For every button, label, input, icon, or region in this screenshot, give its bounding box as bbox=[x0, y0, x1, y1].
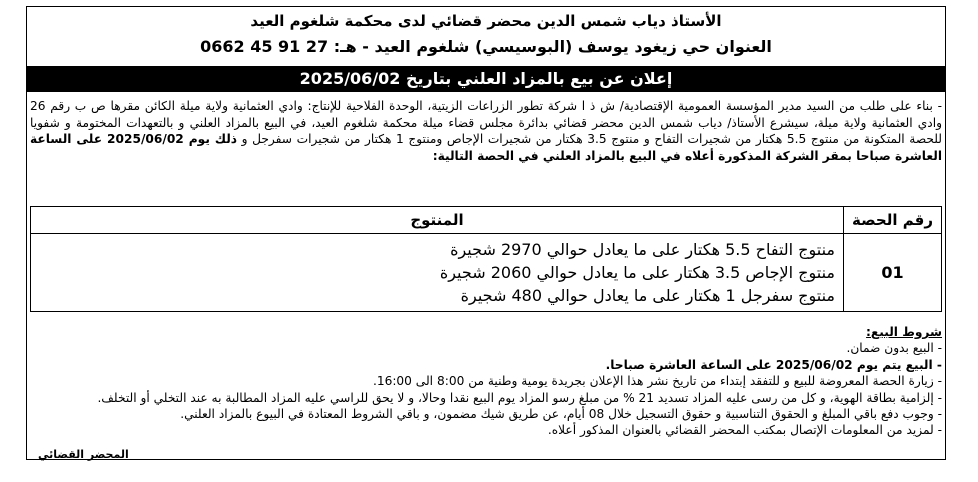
lot-number-header: رقم الحصة bbox=[844, 207, 942, 234]
product-item-pear: منتوج الإجاص 3.5 هكتار على ما يعادل حوالي 2060 شجيرة bbox=[439, 263, 835, 282]
product-item-apple: منتوج التفاح 5.5 هكتار على ما يعادل حوالي 2970 شجيرة bbox=[450, 240, 835, 259]
product-item-quince: منتوج سفرجل 1 هكتار على ما يعادل حوالي 480 شجيرة bbox=[460, 286, 835, 305]
sale-conditions bbox=[30, 324, 942, 439]
auction-banner: إعلان عن بيع بالمزاد العلني بتاريخ 2025/06/02 bbox=[27, 66, 945, 92]
bailiff-address-line: العنوان حي زيغود يوسف (البوسيسي) شلغوم العيد - هـ: 27 91 45 0662 bbox=[200, 37, 772, 56]
condition-item: - البيع بدون ضمان. bbox=[846, 341, 942, 356]
intro-paragraph bbox=[30, 98, 942, 164]
signature: المحضر القضائي bbox=[38, 448, 129, 461]
condition-item: - زيارة الحصة المعروضة للبيع و للتفقد إبتداء من تاريخ نشر هذا الإعلان بجريدة يومية وطنية من 8:00 الى 16:00. bbox=[372, 374, 942, 389]
condition-item: - لمزيد من المعلومات الإتصال بمكتب المحضر القضائي بالعنوان المذكور أعلاه. bbox=[547, 423, 942, 438]
condition-item: - البيع يتم يوم 2025/06/02 على الساعة العاشرة صباحا. bbox=[605, 357, 942, 372]
lots-table bbox=[30, 206, 942, 312]
intro-bold-text: ذلك يوم 2025/06/02 على الساعة العاشرة صباحا بمقر الشركة المذكورة أعلاه في البيع بالمزاد العلني في الحصة التالية: bbox=[30, 132, 942, 163]
product-header: المنتوج bbox=[31, 207, 844, 234]
bailiff-name-line: الأستاذ دياب شمس الدين محضر قضائي لدى محكمة شلغوم العيد bbox=[250, 12, 722, 30]
lot-products bbox=[31, 234, 844, 312]
condition-item: - إلزامية بطاقة الهوية، و كل من رسى عليه المزاد تسديد 21 % من مبلغ رسو المزاد يوم البيع نقدا وحالا، و لا يحق للراسي عليه المزاد المطالبة به عند التخلي أو التخلف. bbox=[97, 390, 942, 405]
table-row bbox=[31, 234, 942, 312]
intro-text: - بناء على طلب من السيد مدير المؤسسة العمومية الإقتصادية/ ش ذ ا شركة تطور الزراعات الزيتية، الوحدة الفلاحية للإنتاج: وادي العثمانية ولاية ميلة الكائن مقرها ص ب رقم 26 وادي العثمانية ولاية ميلة، سيشرع الأستاذ/ دياب شمس الدين محضر قضائي بدائرة مجلس قضاء ميلة محكمة شلغوم العيد، في البيع بالمزاد العلني و بالتعهدات المختومة و شفويا للحصة المتكونة من منتوج 5.5 هكتار من شجيرات التفاح و منتوج 3.5 هكتار من شجيرات الإجاص ومنتوج 1 هكتار من شجيرات سفرجل و bbox=[30, 99, 943, 146]
lot-number: 01 bbox=[844, 234, 942, 312]
condition-item: - وجوب دفع باقي المبلغ و الحقوق التناسبية و حقوق التسجيل خلال 08 أيام، عن طريق شيك مضمون، و باقي الشروط المعتادة في البيوع بالمزاد العلني. bbox=[180, 407, 942, 422]
conditions-title: شروط البيع: bbox=[866, 325, 942, 339]
